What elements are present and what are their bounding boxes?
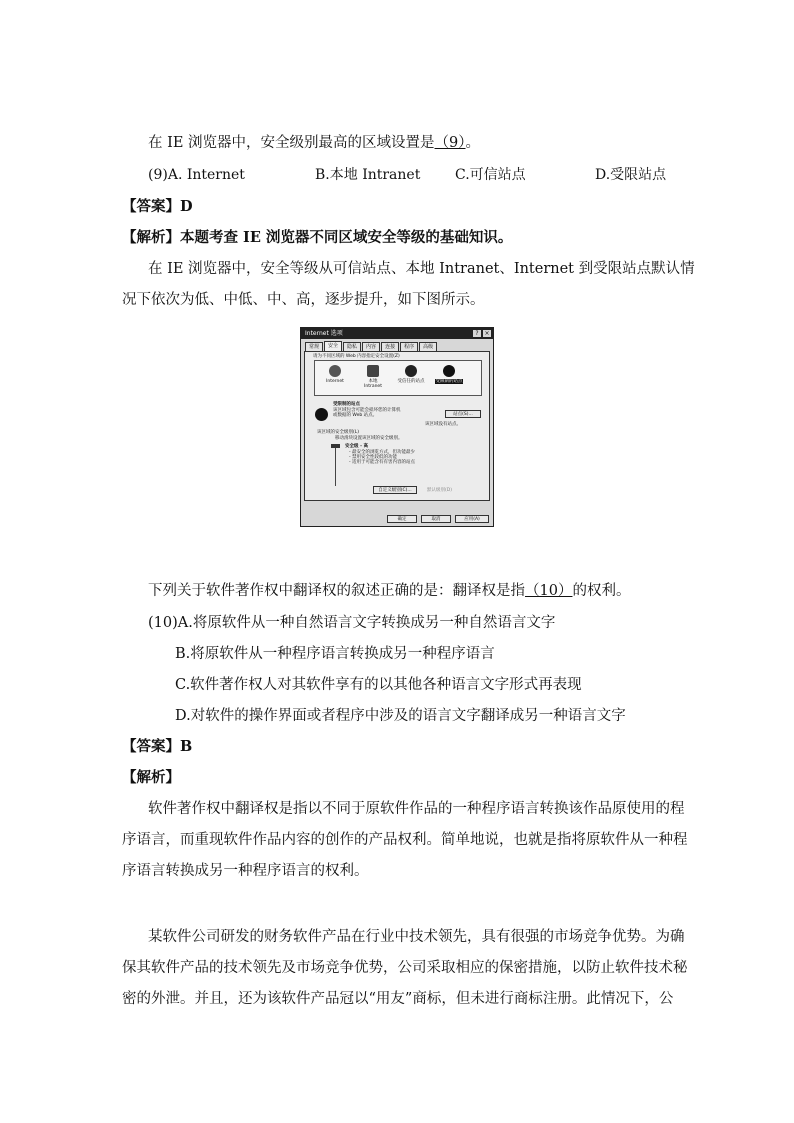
zone-note: 该区域没有站点。 [425, 422, 461, 427]
tab-advanced: 高级 [419, 342, 437, 351]
dialog-tabs [305, 342, 438, 351]
q10-analysis-line-1: 软件著作权中翻译权是指以不同于原软件作品的一种程序语言转换该作品原使用的程 [148, 801, 685, 817]
q9-option-d: D.受限站点 [595, 167, 667, 183]
analysis-title: 本题考查 IE 浏览器不同区域安全等级的基础知识。 [180, 229, 513, 246]
zone-intranet [359, 365, 387, 389]
q10-stem-text: 下列关于软件著作权中翻译权的叙述正确的是：翻译权是指 [148, 583, 525, 599]
cancel-button: 取消 [421, 515, 451, 523]
zone-title: 受限制的站点 [333, 402, 360, 407]
q9-analysis-line-2: 况下依次为低、中低、中、高，逐步提升，如下图所示。 [122, 292, 485, 308]
tab-content: 内容 [362, 342, 380, 351]
tab-general: 常规 [305, 342, 323, 351]
q10-stem-end: 的权利。 [572, 583, 631, 599]
q11-line-1: 某软件公司研发的财务软件产品在行业中技术领先，具有很强的市场竞争优势。为确 [148, 929, 685, 945]
security-level-item-1: - 最安全的浏览方式，但功能最少 [349, 450, 416, 455]
q9-option-c: C.可信站点 [455, 167, 526, 183]
default-level-button: 默认级别(D) [427, 488, 452, 493]
zone-label: 受限制的站点 [435, 379, 463, 384]
dialog-title: Internet 选项 [301, 328, 493, 339]
slider-thumb [331, 444, 340, 448]
q9-option-a: (9)A. Internet [148, 167, 245, 183]
zone-label: 本地 Intranet [364, 379, 382, 389]
q9-stem-end: 。 [465, 135, 481, 151]
q10-stem [148, 581, 630, 601]
zone-prompt: 请为不同区域的 Web 内容指定安全设置(Z) [313, 354, 400, 359]
q9-analysis-line-1: 在 IE 浏览器中，安全等级从可信站点、本地 Intranet、Internet 到受限站点默认情 [148, 261, 695, 277]
analysis-label: 【解析】 [122, 229, 180, 246]
globe-icon [329, 365, 341, 377]
custom-level-button: 自定义级别(C)... [373, 486, 417, 494]
q10-option-d: D.对软件的操作界面或者程序中涉及的语言文字翻译成另一种语言文字 [175, 708, 626, 724]
ok-button: 确定 [387, 515, 417, 523]
q9-answer [122, 197, 193, 217]
sites-button: 站点(S)... [445, 410, 481, 418]
q10-option-b: B.将原软件从一种程序语言转换成另一种程序语言 [175, 646, 495, 662]
zone-label: Internet [326, 379, 344, 384]
q9-option-b: B.本地 Intranet [315, 167, 421, 183]
computer-globe-icon [367, 365, 379, 377]
security-level-label: 该区域的安全级别(L) [317, 430, 360, 435]
q10-analysis-heading: 【解析】 [122, 769, 180, 786]
help-icon: ? [473, 330, 481, 337]
tab-security: 安全 [324, 341, 342, 351]
security-panel [304, 351, 490, 501]
q10-option-c: C.软件著作权人对其软件享有的以其他各种语言文字形式再表现 [175, 677, 582, 693]
security-level-hint: 移动滑块设置该区域的安全级别。 [335, 436, 403, 441]
internet-options-dialog-figure [300, 327, 494, 527]
answer-label: 【答案】 [122, 198, 180, 215]
q10-option-a: (10)A.将原软件从一种自然语言文字转换成另一种自然语言文字 [148, 615, 556, 631]
q11-line-3: 密的外泄。并且，还为该软件产品冠以“用友”商标，但未进行商标注册。此情况下，公 [122, 991, 674, 1007]
zone-restricted [435, 365, 463, 384]
zone-label: 受信任的站点 [397, 379, 425, 384]
zone-desc-1: 该区域包含可能会损坏您的计算机 [333, 408, 401, 413]
zone-internet [321, 365, 349, 384]
zone-trusted [397, 365, 425, 384]
restricted-icon [315, 408, 328, 421]
tab-connections: 连接 [381, 342, 399, 351]
q11-line-2: 保其软件产品的技术领先及市场竞争优势，公司采取相应的保密措施，以防止软件技术秘 [122, 960, 688, 976]
q10-answer [122, 737, 192, 757]
q9-stem [148, 133, 480, 153]
slider-track [335, 444, 336, 486]
answer-value: D [180, 198, 193, 215]
q9-stem-text: 在 IE 浏览器中，安全级别最高的区域设置是 [148, 135, 435, 151]
close-icon: × [484, 330, 490, 337]
security-level-name: 安全级 - 高 [345, 444, 369, 449]
answer-value: B [180, 738, 193, 755]
q10-blank: （10） [525, 583, 573, 599]
q10-analysis-line-3: 序语言转换成另一种程序语言的权利。 [122, 863, 369, 879]
q9-blank: （9） [434, 135, 466, 151]
answer-label: 【答案】 [122, 738, 180, 755]
q10-analysis-line-2: 序语言，而重现软件作品内容的创作的产品权利。简单地说，也就是指将原软件从一种程 [122, 832, 688, 848]
tab-privacy: 隐私 [343, 342, 361, 351]
zone-list [314, 360, 482, 396]
tab-programs: 程序 [400, 342, 418, 351]
zone-desc-2: 或数据的 Web 站点。 [333, 413, 378, 418]
restricted-icon [443, 365, 455, 377]
checkmark-icon [405, 365, 417, 377]
security-level-item-2: - 禁用安全性较低的功能 [349, 455, 398, 460]
q9-analysis-heading [122, 228, 512, 248]
security-level-item-3: - 适用于可能含有有害内容的站点 [349, 460, 416, 465]
apply-button: 应用(A) [455, 515, 489, 523]
